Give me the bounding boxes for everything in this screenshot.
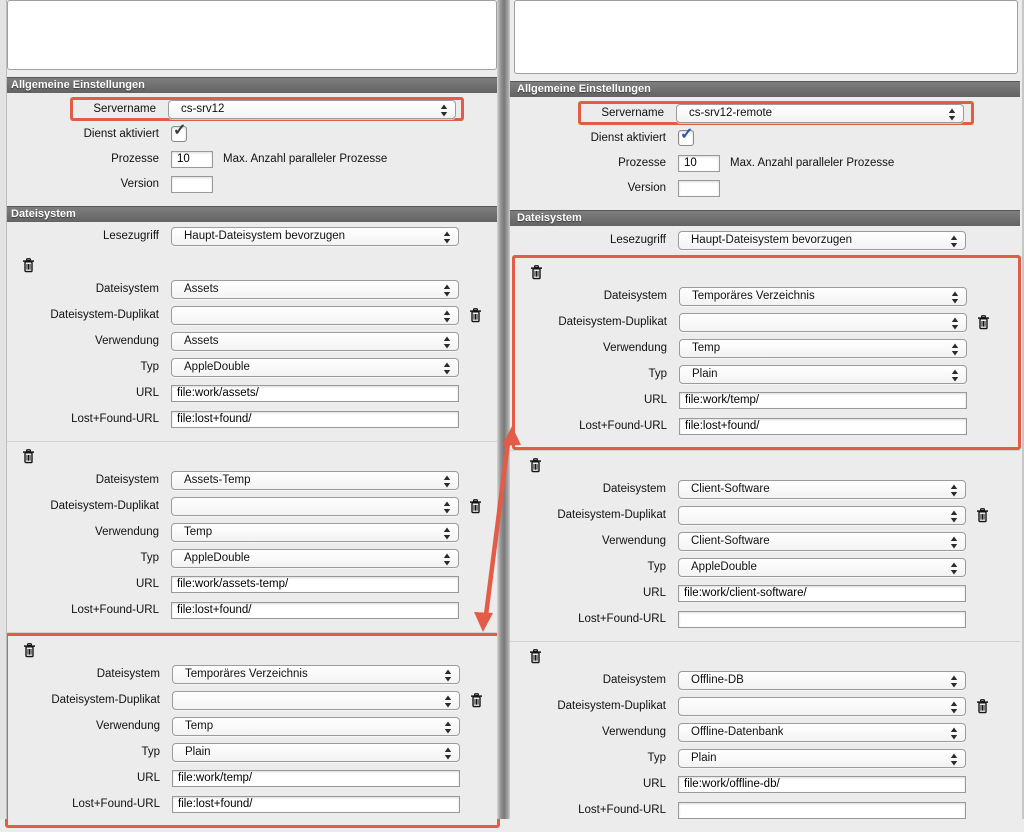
version-input[interactable] — [171, 176, 213, 193]
field-label: Lost+Found-URL — [71, 604, 159, 616]
lostfound-input[interactable] — [172, 796, 460, 813]
prozesse-input[interactable] — [678, 155, 720, 172]
field-label: Verwendung — [602, 726, 666, 738]
field-label: Dateisystem-Duplikat — [50, 309, 159, 321]
up-down-stepper-icon — [948, 108, 956, 121]
field-label: Dateisystem — [95, 283, 159, 295]
field-label: URL — [135, 387, 159, 399]
filesystem-block — [514, 451, 1018, 641]
servername-label: Servername — [93, 103, 156, 115]
url-input[interactable] — [172, 770, 460, 787]
trash-icon — [976, 699, 989, 714]
type-select[interactable]: AppleDouble — [171, 549, 459, 568]
version-label: Version — [627, 182, 666, 194]
section-header-general: Allgemeine Einstellungen — [3, 77, 499, 93]
type-select[interactable]: AppleDouble — [678, 558, 966, 577]
trash-icon — [469, 499, 482, 514]
field-label: Dateisystem-Duplikat — [50, 500, 159, 512]
field-label: Verwendung — [95, 526, 159, 538]
up-down-stepper-icon — [444, 669, 452, 682]
up-down-stepper-icon — [444, 721, 452, 734]
up-down-stepper-icon — [440, 104, 448, 117]
url-input[interactable] — [679, 392, 967, 409]
lostfound-input[interactable] — [678, 802, 966, 819]
delete-filesystem-button[interactable] — [529, 264, 544, 281]
usage-select[interactable]: Temp — [171, 523, 459, 542]
duplicate-select[interactable] — [172, 691, 460, 710]
field-label: Dateisystem-Duplikat — [557, 509, 666, 521]
prozesse-hint: Max. Anzahl paralleler Prozesse — [223, 153, 388, 165]
up-down-stepper-icon — [443, 501, 451, 514]
url-input[interactable] — [678, 776, 966, 793]
trash-icon — [529, 649, 542, 664]
field-label: Lost+Found-URL — [72, 798, 160, 810]
up-down-stepper-icon — [950, 753, 958, 766]
up-down-stepper-icon — [443, 310, 451, 323]
lostfound-input[interactable] — [679, 418, 967, 435]
window-edge — [0, 0, 7, 819]
dienst-aktiviert-checkbox[interactable] — [678, 130, 694, 146]
usage-select[interactable]: Offline-Datenbank — [678, 723, 966, 742]
empty-list-box — [514, 0, 1018, 74]
up-down-stepper-icon — [951, 369, 959, 382]
lostfound-input[interactable] — [678, 611, 966, 628]
panel-local-server — [0, 0, 497, 819]
field-label: URL — [642, 587, 666, 599]
up-down-stepper-icon — [443, 231, 451, 244]
up-down-stepper-icon — [443, 527, 451, 540]
filesystem-block — [7, 251, 497, 441]
field-label: Typ — [141, 746, 160, 758]
up-down-stepper-icon — [951, 317, 959, 330]
field-label: Lost+Found-URL — [579, 420, 667, 432]
lesezugriff-select[interactable]: Haupt-Dateisystem bevorzugen — [171, 227, 459, 246]
delete-duplicate-button[interactable] — [469, 692, 484, 709]
duplicate-select[interactable] — [678, 506, 966, 525]
lesezugriff-label: Lesezugriff — [609, 234, 666, 246]
up-down-stepper-icon — [950, 484, 958, 497]
up-down-stepper-icon — [950, 562, 958, 575]
field-label: Dateisystem — [96, 668, 160, 680]
field-label: Dateisystem-Duplikat — [558, 316, 667, 328]
field-label: Verwendung — [95, 335, 159, 347]
field-label: URL — [136, 772, 160, 784]
version-input[interactable] — [678, 180, 720, 197]
trash-icon — [469, 308, 482, 323]
field-label: Verwendung — [96, 720, 160, 732]
lesezugriff-label: Lesezugriff — [102, 230, 159, 242]
window-divider — [497, 0, 510, 819]
filesystem-select[interactable]: Client-Software — [678, 480, 966, 499]
servername-select[interactable]: cs-srv12-remote — [676, 104, 964, 123]
servername-label: Servername — [601, 107, 664, 119]
dienst-aktiviert-checkbox[interactable] — [171, 126, 187, 142]
trash-icon — [470, 693, 483, 708]
up-down-stepper-icon — [951, 291, 959, 304]
lostfound-input[interactable] — [171, 411, 459, 428]
up-down-stepper-icon — [951, 343, 959, 356]
filesystem-select[interactable]: Temporäres Verzeichnis — [172, 665, 460, 684]
usage-select[interactable]: Assets — [171, 332, 459, 351]
filesystem-select[interactable]: Assets-Temp — [171, 471, 459, 490]
up-down-stepper-icon — [443, 475, 451, 488]
prozesse-label: Prozesse — [618, 157, 666, 169]
field-label: Typ — [140, 552, 159, 564]
servername-select[interactable]: cs-srv12 — [168, 100, 456, 119]
delete-filesystem-button[interactable] — [528, 457, 543, 474]
type-select[interactable]: Plain — [679, 365, 967, 384]
delete-filesystem-button[interactable] — [21, 448, 36, 465]
type-select[interactable]: Plain — [678, 749, 966, 768]
type-select[interactable]: AppleDouble — [171, 358, 459, 377]
delete-duplicate-button[interactable] — [976, 314, 991, 331]
filesystem-block — [514, 642, 1018, 832]
trash-icon — [976, 508, 989, 523]
trash-icon — [23, 643, 36, 658]
delete-duplicate-button[interactable] — [975, 507, 990, 524]
field-label: Dateisystem-Duplikat — [51, 694, 160, 706]
delete-filesystem-button[interactable] — [528, 648, 543, 665]
field-label: Lost+Found-URL — [578, 804, 666, 816]
up-down-stepper-icon — [950, 675, 958, 688]
trash-icon — [529, 458, 542, 473]
type-select[interactable]: Plain — [172, 743, 460, 762]
panel-remote-server — [510, 0, 1024, 819]
usage-select[interactable]: Client-Software — [678, 532, 966, 551]
field-label: Dateisystem-Duplikat — [557, 700, 666, 712]
up-down-stepper-icon — [950, 536, 958, 549]
empty-list-box — [7, 0, 497, 70]
delete-filesystem-button[interactable] — [22, 642, 37, 659]
up-down-stepper-icon — [443, 553, 451, 566]
duplicate-select[interactable] — [171, 497, 459, 516]
up-down-stepper-icon — [443, 284, 451, 297]
field-label: Verwendung — [603, 342, 667, 354]
field-label: Typ — [140, 361, 159, 373]
field-label: Dateisystem — [603, 290, 667, 302]
field-label: URL — [642, 778, 666, 790]
field-label: Dateisystem — [602, 483, 666, 495]
filesystem-block — [7, 442, 497, 632]
up-down-stepper-icon — [443, 336, 451, 349]
section-header-dateisystem: Dateisystem — [509, 210, 1020, 226]
field-label: Verwendung — [602, 535, 666, 547]
delete-duplicate-button[interactable] — [468, 498, 483, 515]
version-label: Version — [120, 178, 159, 190]
delete-duplicate-button[interactable] — [975, 698, 990, 715]
usage-select[interactable]: Temp — [679, 339, 967, 358]
filesystem-block-highlighted — [512, 255, 1021, 450]
field-label: URL — [135, 578, 159, 590]
up-down-stepper-icon — [443, 362, 451, 375]
delete-duplicate-button[interactable] — [468, 307, 483, 324]
field-label: Dateisystem — [602, 674, 666, 686]
filesystem-select[interactable]: Assets — [171, 280, 459, 299]
lesezugriff-select[interactable]: Haupt-Dateisystem bevorzugen — [678, 231, 966, 250]
trash-icon — [977, 315, 990, 330]
duplicate-select[interactable] — [171, 306, 459, 325]
url-input[interactable] — [171, 385, 459, 402]
field-label: Dateisystem — [95, 474, 159, 486]
dienst-label: Dienst aktiviert — [590, 132, 666, 144]
usage-select[interactable]: Temp — [172, 717, 460, 736]
section-header-general: Allgemeine Einstellungen — [509, 81, 1020, 97]
section-header-dateisystem: Dateisystem — [3, 206, 499, 222]
highlight-box-servername — [70, 97, 464, 121]
field-label: Lost+Found-URL — [71, 413, 159, 425]
dienst-label: Dienst aktiviert — [83, 128, 159, 140]
highlight-box-servername — [578, 101, 974, 125]
url-input[interactable] — [171, 576, 459, 593]
field-label: Typ — [648, 368, 667, 380]
duplicate-select[interactable] — [678, 697, 966, 716]
trash-icon — [530, 265, 543, 280]
field-label: Typ — [647, 752, 666, 764]
filesystem-select[interactable]: Offline-DB — [678, 671, 966, 690]
url-input[interactable] — [678, 585, 966, 602]
trash-icon — [22, 449, 35, 464]
up-down-stepper-icon — [950, 701, 958, 714]
prozesse-label: Prozesse — [111, 153, 159, 165]
trash-icon — [22, 258, 35, 273]
lostfound-input[interactable] — [171, 602, 459, 619]
delete-filesystem-button[interactable] — [21, 257, 36, 274]
up-down-stepper-icon — [444, 747, 452, 760]
prozesse-hint: Max. Anzahl paralleler Prozesse — [730, 157, 895, 169]
up-down-stepper-icon — [950, 235, 958, 248]
field-label: Typ — [647, 561, 666, 573]
filesystem-block-highlighted — [5, 633, 500, 828]
field-label: URL — [643, 394, 667, 406]
duplicate-select[interactable] — [679, 313, 967, 332]
prozesse-input[interactable] — [171, 151, 213, 168]
field-label: Lost+Found-URL — [578, 613, 666, 625]
up-down-stepper-icon — [950, 510, 958, 523]
up-down-stepper-icon — [444, 695, 452, 708]
filesystem-select[interactable]: Temporäres Verzeichnis — [679, 287, 967, 306]
up-down-stepper-icon — [950, 727, 958, 740]
